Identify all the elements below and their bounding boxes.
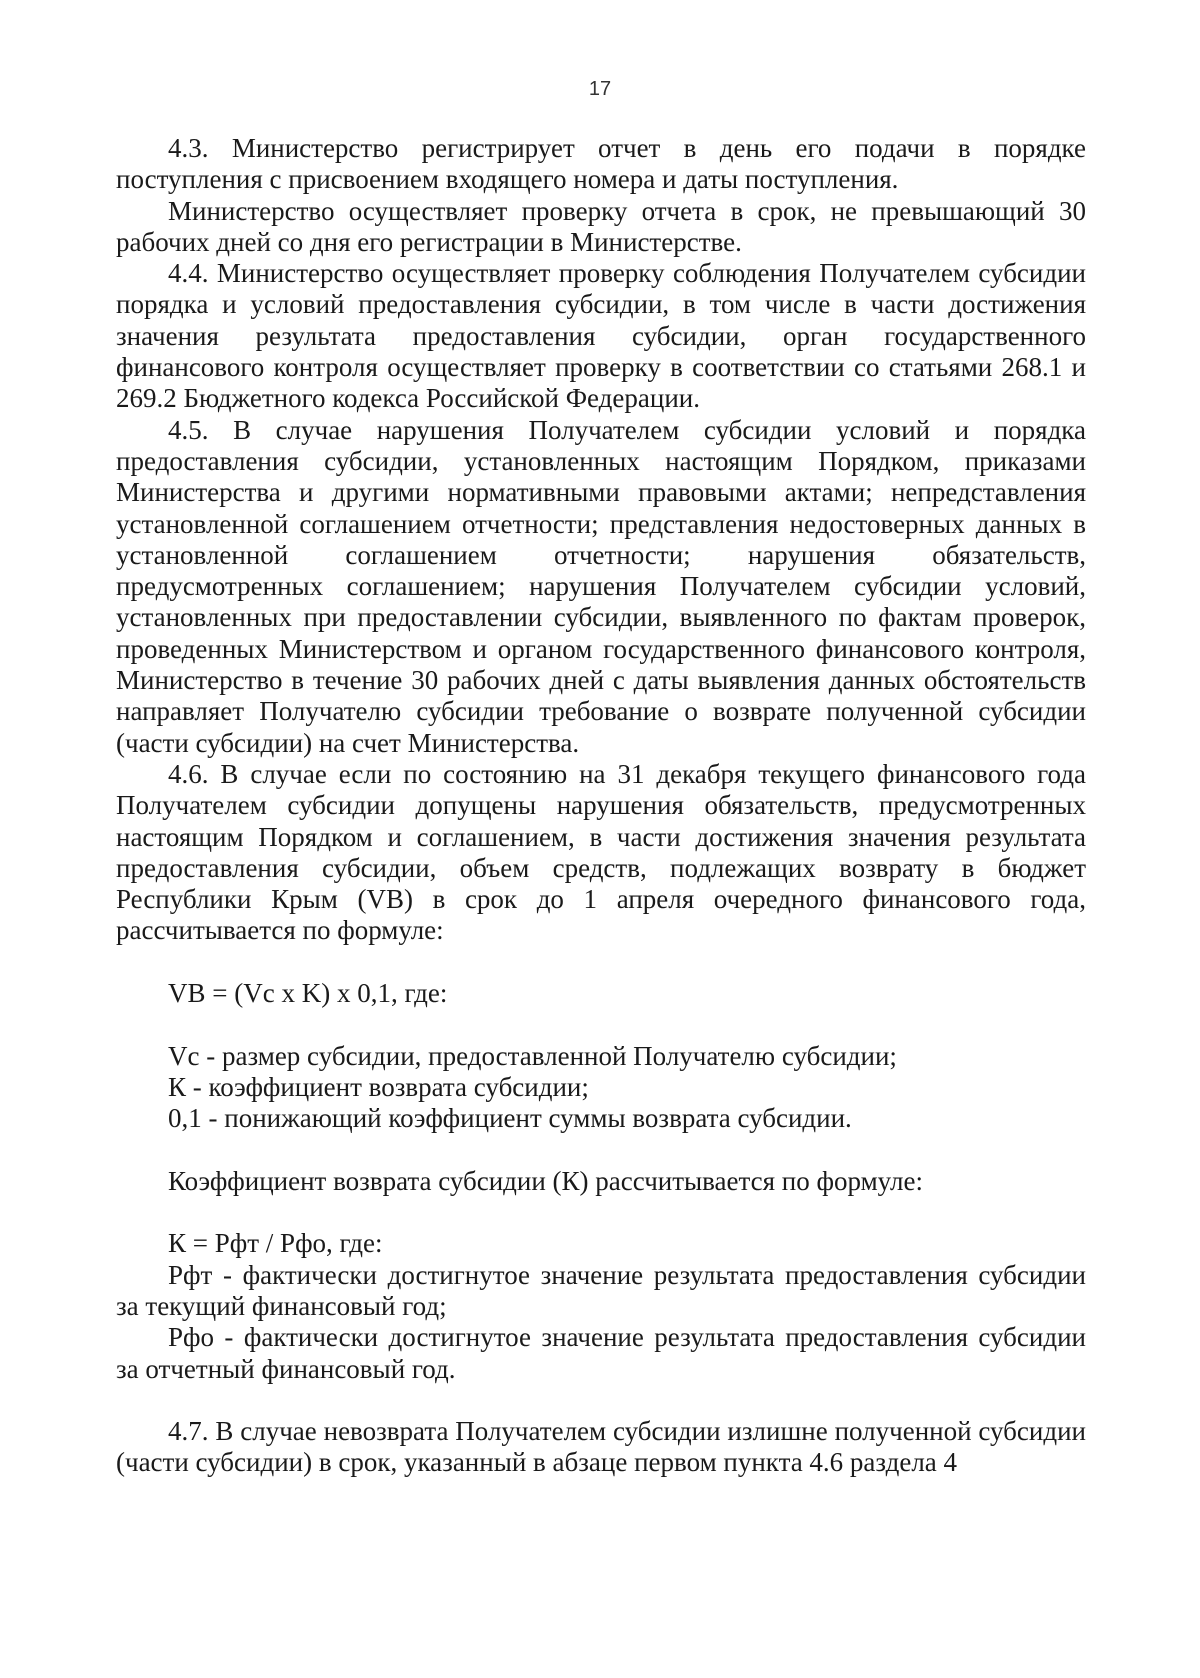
spacer — [116, 1135, 1086, 1166]
spacer — [116, 1197, 1086, 1228]
formula-k: К = Рфт / Рфо, где: — [168, 1228, 383, 1259]
paragraph-4-5: 4.5. В случае нарушения Получателем субсидии условий и порядка предоставления субсидии, установленных настоящим Порядком, приказами Министерства и другими нормативными правовыми актами; непредставления установленной соглашением отчетности; представления недостоверных данных в установленной соглашением отчетности; нарушения обязательств, предусмотренных соглашением; нарушения Получателем субсидии условий, установленных при предоставлении субсидии, выявленного по фактам проверок, проведенных Министерством и органом государственного финансового контроля, Министерство в течение 30 рабочих дней с даты выявления данных обстоятельств направляет Получателю субсидии требование о возврате полученной субсидии (части субсидии) на счет Министерства. — [116, 414, 1086, 758]
paragraph-4-6: 4.6. В случае если по состоянию на 31 декабря текущего финансового года Получателем субсидии допущены нарушения обязательств, предусмотренных настоящим Порядком и соглашением, в части достижения значения результата предоставления субсидии, объем средств, подлежащих возврату в бюджет Республики Крым (VB) в срок до 1 апреля очередного финансового года, рассчитывается по формуле: — [116, 758, 1086, 946]
paragraph-4-3-check: Министерство осуществляет проверку отчета в срок, не превышающий 30 рабочих дней со дня его регистрации в Министерстве. — [116, 195, 1086, 257]
paragraph-4-4: 4.4. Министерство осуществляет проверку соблюдения Получателем субсидии порядка и условий предоставления субсидии, в том числе в части достижения значения результата предоставления субсидии, орган государственного финансового контроля осуществляет проверку в соответствии со статьями 268.1 и 269.2 Бюджетного кодекса Российской Федерации. — [116, 258, 1086, 414]
definition-rfo: Рфо - фактически достигнутое значение результата предоставления субсидии за отчетный финансовый год. — [116, 1322, 1086, 1384]
paragraph-4-3: 4.3. Министерство регистрирует отчет в день его подачи в порядке поступления с присвоением входящего номера и даты поступления. — [116, 133, 1086, 195]
definition-0-1: 0,1 - понижающий коэффициент суммы возврата субсидии. — [168, 1103, 852, 1134]
spacer — [116, 1009, 1086, 1040]
k-intro: Коэффициент возврата субсидии (К) рассчитывается по формуле: — [168, 1165, 923, 1196]
spacer — [116, 1385, 1086, 1416]
definition-rft: Рфт - фактически достигнутое значение результата предоставления субсидии за текущий финансовый год; — [116, 1259, 1086, 1321]
spacer — [116, 947, 1086, 978]
formula-vb: VB = (Vc x K) x 0,1, где: — [168, 978, 448, 1009]
definition-vc: Vc - размер субсидии, предоставленной Получателю субсидии; — [168, 1040, 897, 1071]
definition-k: К - коэффициент возврата субсидии; — [168, 1071, 589, 1102]
paragraph-4-7: 4.7. В случае невозврата Получателем субсидии излишне полученной субсидии (части субсидии) в срок, указанный в абзаце первом пункта 4.6 раздела 4 — [116, 1416, 1086, 1478]
document-body — [116, 133, 1086, 1479]
page-number: 17 — [588, 78, 612, 100]
